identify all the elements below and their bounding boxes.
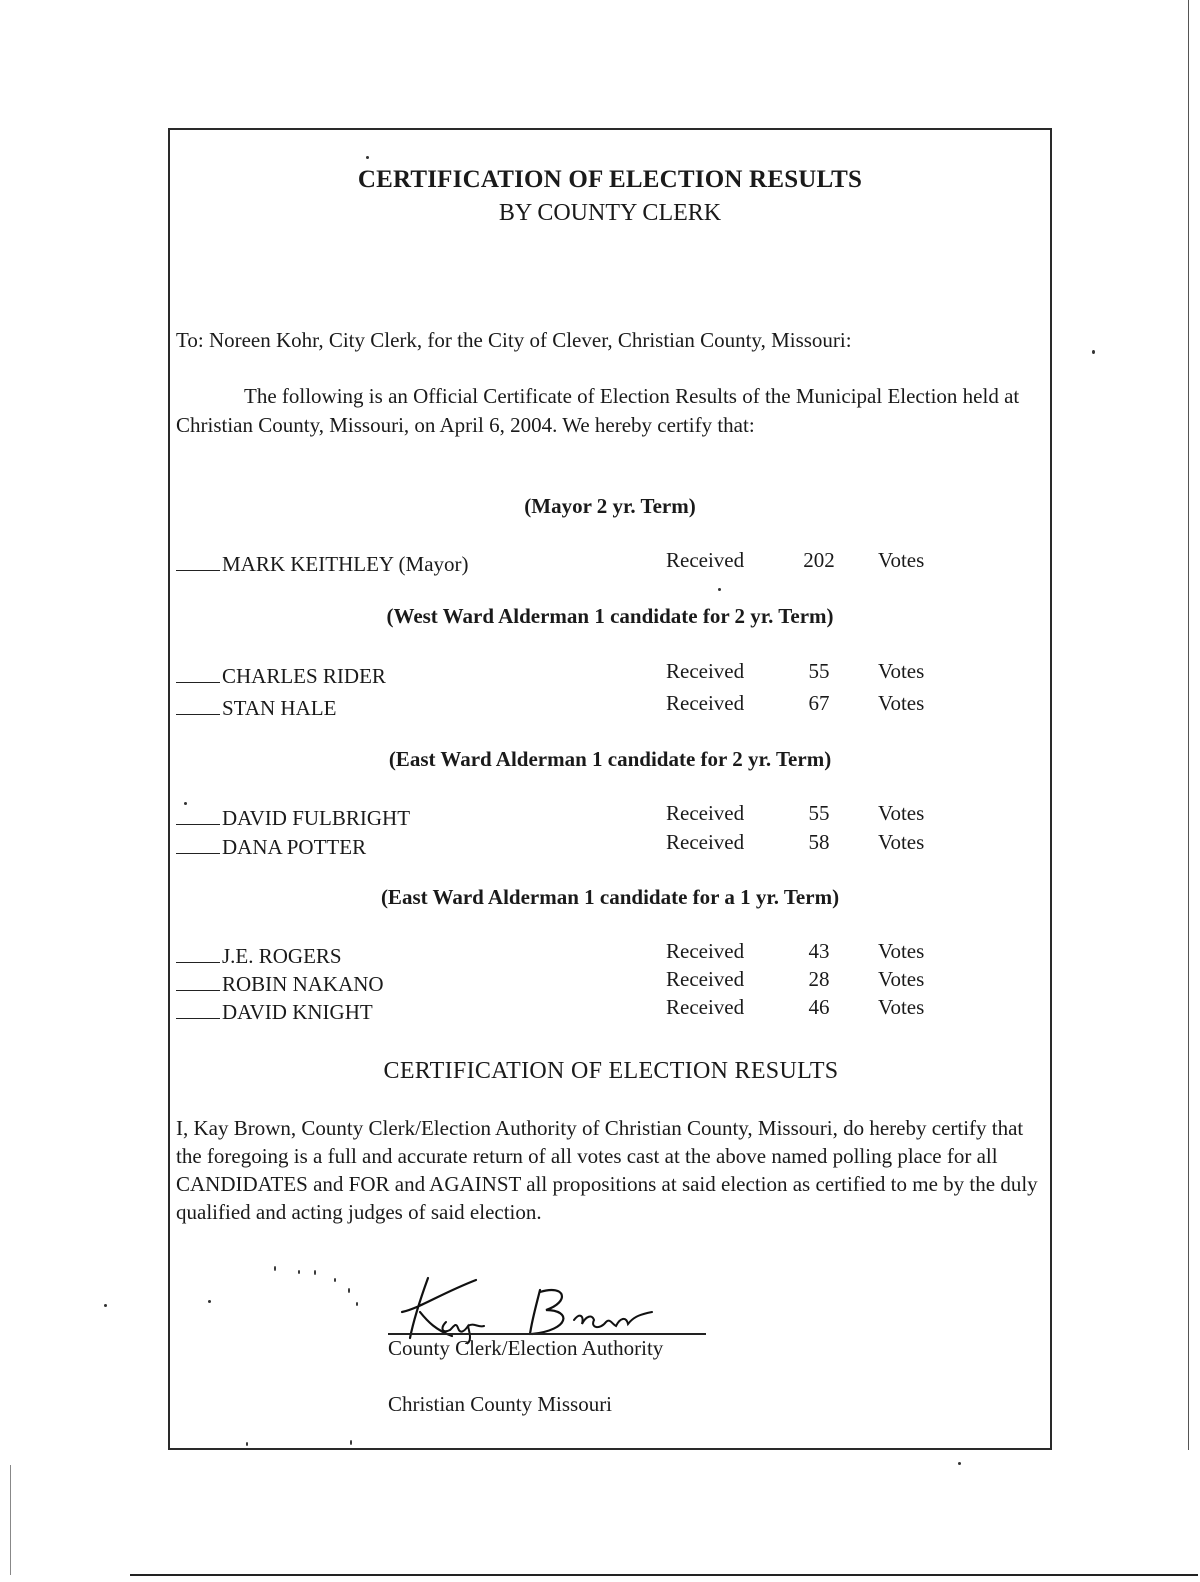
scan-speck xyxy=(1092,350,1095,354)
received-label: Received xyxy=(666,830,745,854)
candidate-name-text: DAVID FULBRIGHT xyxy=(222,806,411,830)
scan-speck xyxy=(104,1304,107,1307)
vote-count: 55 xyxy=(808,659,830,683)
section-heading-east-ward-2yr: (East Ward Alderman 1 candidate for 2 yr. Term) xyxy=(388,747,832,771)
scan-speck xyxy=(356,1302,358,1306)
vote-count: 58 xyxy=(808,830,830,854)
certificate-border xyxy=(168,128,1052,1450)
intro-text: The following is an Official Certificate of Election Results of the Municipal Election held at Christian County, Missouri, on April 6, 2004. We hereby certify that: xyxy=(176,384,1020,437)
votes-label: Votes xyxy=(878,967,925,991)
document-subtitle: BY COUNTY CLERK xyxy=(498,200,722,226)
received-label: Received xyxy=(666,801,745,825)
votes-label: Votes xyxy=(878,939,925,963)
checkbox-blank xyxy=(176,550,220,571)
document-title: CERTIFICATION OF ELECTION RESULTS xyxy=(357,166,863,193)
scan-speck xyxy=(348,1288,350,1293)
votes-label: Votes xyxy=(878,548,925,572)
certification-paragraph: I, Kay Brown, County Clerk/Election Authority of Christian County, Missouri, do hereby certify that the foregoing is a full and accurate return of all votes cast at the above named polling place for all CANDIDATES and FOR and AGAINST all propositions at said election as certified to me by the duly qualified and acting judges of said election. xyxy=(176,1116,1038,1224)
section-heading-mayor: (Mayor 2 yr. Term) xyxy=(524,494,696,518)
candidate-name xyxy=(176,662,386,689)
received-label: Received xyxy=(666,967,745,991)
vote-count: 202 xyxy=(803,548,835,572)
checkbox-blank xyxy=(176,970,220,991)
candidate-name xyxy=(176,550,469,577)
candidate-name-text: DANA POTTER xyxy=(222,835,367,859)
scan-speck xyxy=(274,1266,276,1271)
certification-heading: CERTIFICATION OF ELECTION RESULTS xyxy=(383,1058,839,1084)
votes-label: Votes xyxy=(878,691,925,715)
vote-count: 67 xyxy=(808,691,830,715)
candidate-name-text: ROBIN NAKANO xyxy=(222,972,384,996)
candidate-name xyxy=(176,998,373,1025)
candidate-name xyxy=(176,694,336,721)
scan-speck xyxy=(298,1270,300,1274)
received-label: Received xyxy=(666,995,745,1019)
candidate-name xyxy=(176,942,342,969)
page-edge-left xyxy=(10,1465,11,1575)
candidate-name-text: J.E. ROGERS xyxy=(222,944,342,968)
intro-paragraph xyxy=(176,382,1036,440)
received-label: Received xyxy=(666,659,745,683)
scan-speck xyxy=(184,802,187,805)
votes-label: Votes xyxy=(878,801,925,825)
checkbox-blank xyxy=(176,694,220,715)
scan-speck xyxy=(208,1300,211,1303)
vote-count: 46 xyxy=(808,995,830,1019)
page-edge-bottom xyxy=(130,1574,1198,1576)
vote-count: 55 xyxy=(808,801,830,825)
scan-speck xyxy=(334,1278,336,1282)
scan-speck xyxy=(718,588,721,591)
votes-label: Votes xyxy=(878,830,925,854)
section-heading-east-ward-1yr: (East Ward Alderman 1 candidate for a 1 yr. Term) xyxy=(380,885,840,909)
checkbox-blank xyxy=(176,833,220,854)
addressee-line: To: Noreen Kohr, City Clerk, for the City of Clever, Christian County, Missouri: xyxy=(176,328,852,352)
scan-speck xyxy=(350,1440,352,1445)
received-label: Received xyxy=(666,548,745,572)
scan-speck xyxy=(246,1442,248,1446)
votes-label: Votes xyxy=(878,995,925,1019)
scan-speck xyxy=(314,1270,316,1275)
checkbox-blank xyxy=(176,998,220,1019)
vote-count: 43 xyxy=(808,939,830,963)
candidate-name xyxy=(176,833,366,860)
candidate-name-text: MARK KEITHLEY (Mayor) xyxy=(222,552,469,576)
received-label: Received xyxy=(666,939,745,963)
checkbox-blank xyxy=(176,804,220,825)
candidate-name-text: STAN HALE xyxy=(222,696,337,720)
signer-county: Christian County Missouri xyxy=(388,1392,613,1416)
checkbox-blank xyxy=(176,662,220,683)
signer-role: County Clerk/Election Authority xyxy=(388,1336,664,1360)
section-heading-west-ward: (West Ward Alderman 1 candidate for 2 yr. Term) xyxy=(386,604,834,628)
scan-speck xyxy=(958,1462,961,1465)
votes-label: Votes xyxy=(878,659,925,683)
scan-speck xyxy=(366,156,369,159)
vote-count: 28 xyxy=(808,967,830,991)
signature-line xyxy=(388,1333,706,1335)
candidate-name xyxy=(176,970,384,997)
candidate-name-text: CHARLES RIDER xyxy=(222,664,386,688)
candidate-name xyxy=(176,804,410,831)
checkbox-blank xyxy=(176,942,220,963)
candidate-name-text: DAVID KNIGHT xyxy=(222,1000,373,1024)
received-label: Received xyxy=(666,691,745,715)
